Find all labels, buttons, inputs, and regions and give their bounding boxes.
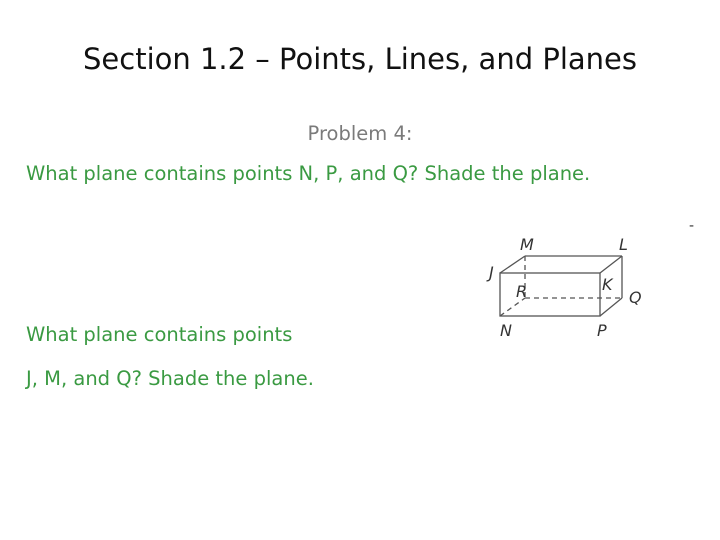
point-label-n: N [500, 321, 512, 340]
stray-mark: - [689, 218, 695, 234]
problem-label: Problem 4: [307, 122, 413, 145]
point-label-q: Q [629, 288, 642, 307]
edge-p-q [600, 298, 622, 316]
point-label-k: K [602, 275, 613, 294]
rectangular-prism-diagram [480, 226, 660, 346]
question-2-line-2: J, M, and Q? Shade the plane. [26, 367, 314, 390]
question-2-line-1: What plane contains points [26, 323, 293, 346]
point-label-p: P [597, 321, 607, 340]
edge-k-l [600, 256, 622, 273]
prism-front-face [500, 273, 600, 316]
point-label-j: J [489, 263, 494, 282]
question-1: What plane contains points N, P, and Q? Shade the plane. [26, 162, 591, 185]
slide-title: Section 1.2 – Points, Lines, and Planes [83, 42, 637, 76]
point-label-r: R [516, 282, 528, 301]
point-label-l: L [619, 235, 628, 254]
point-label-m: M [520, 235, 534, 254]
edge-j-m [500, 256, 525, 273]
